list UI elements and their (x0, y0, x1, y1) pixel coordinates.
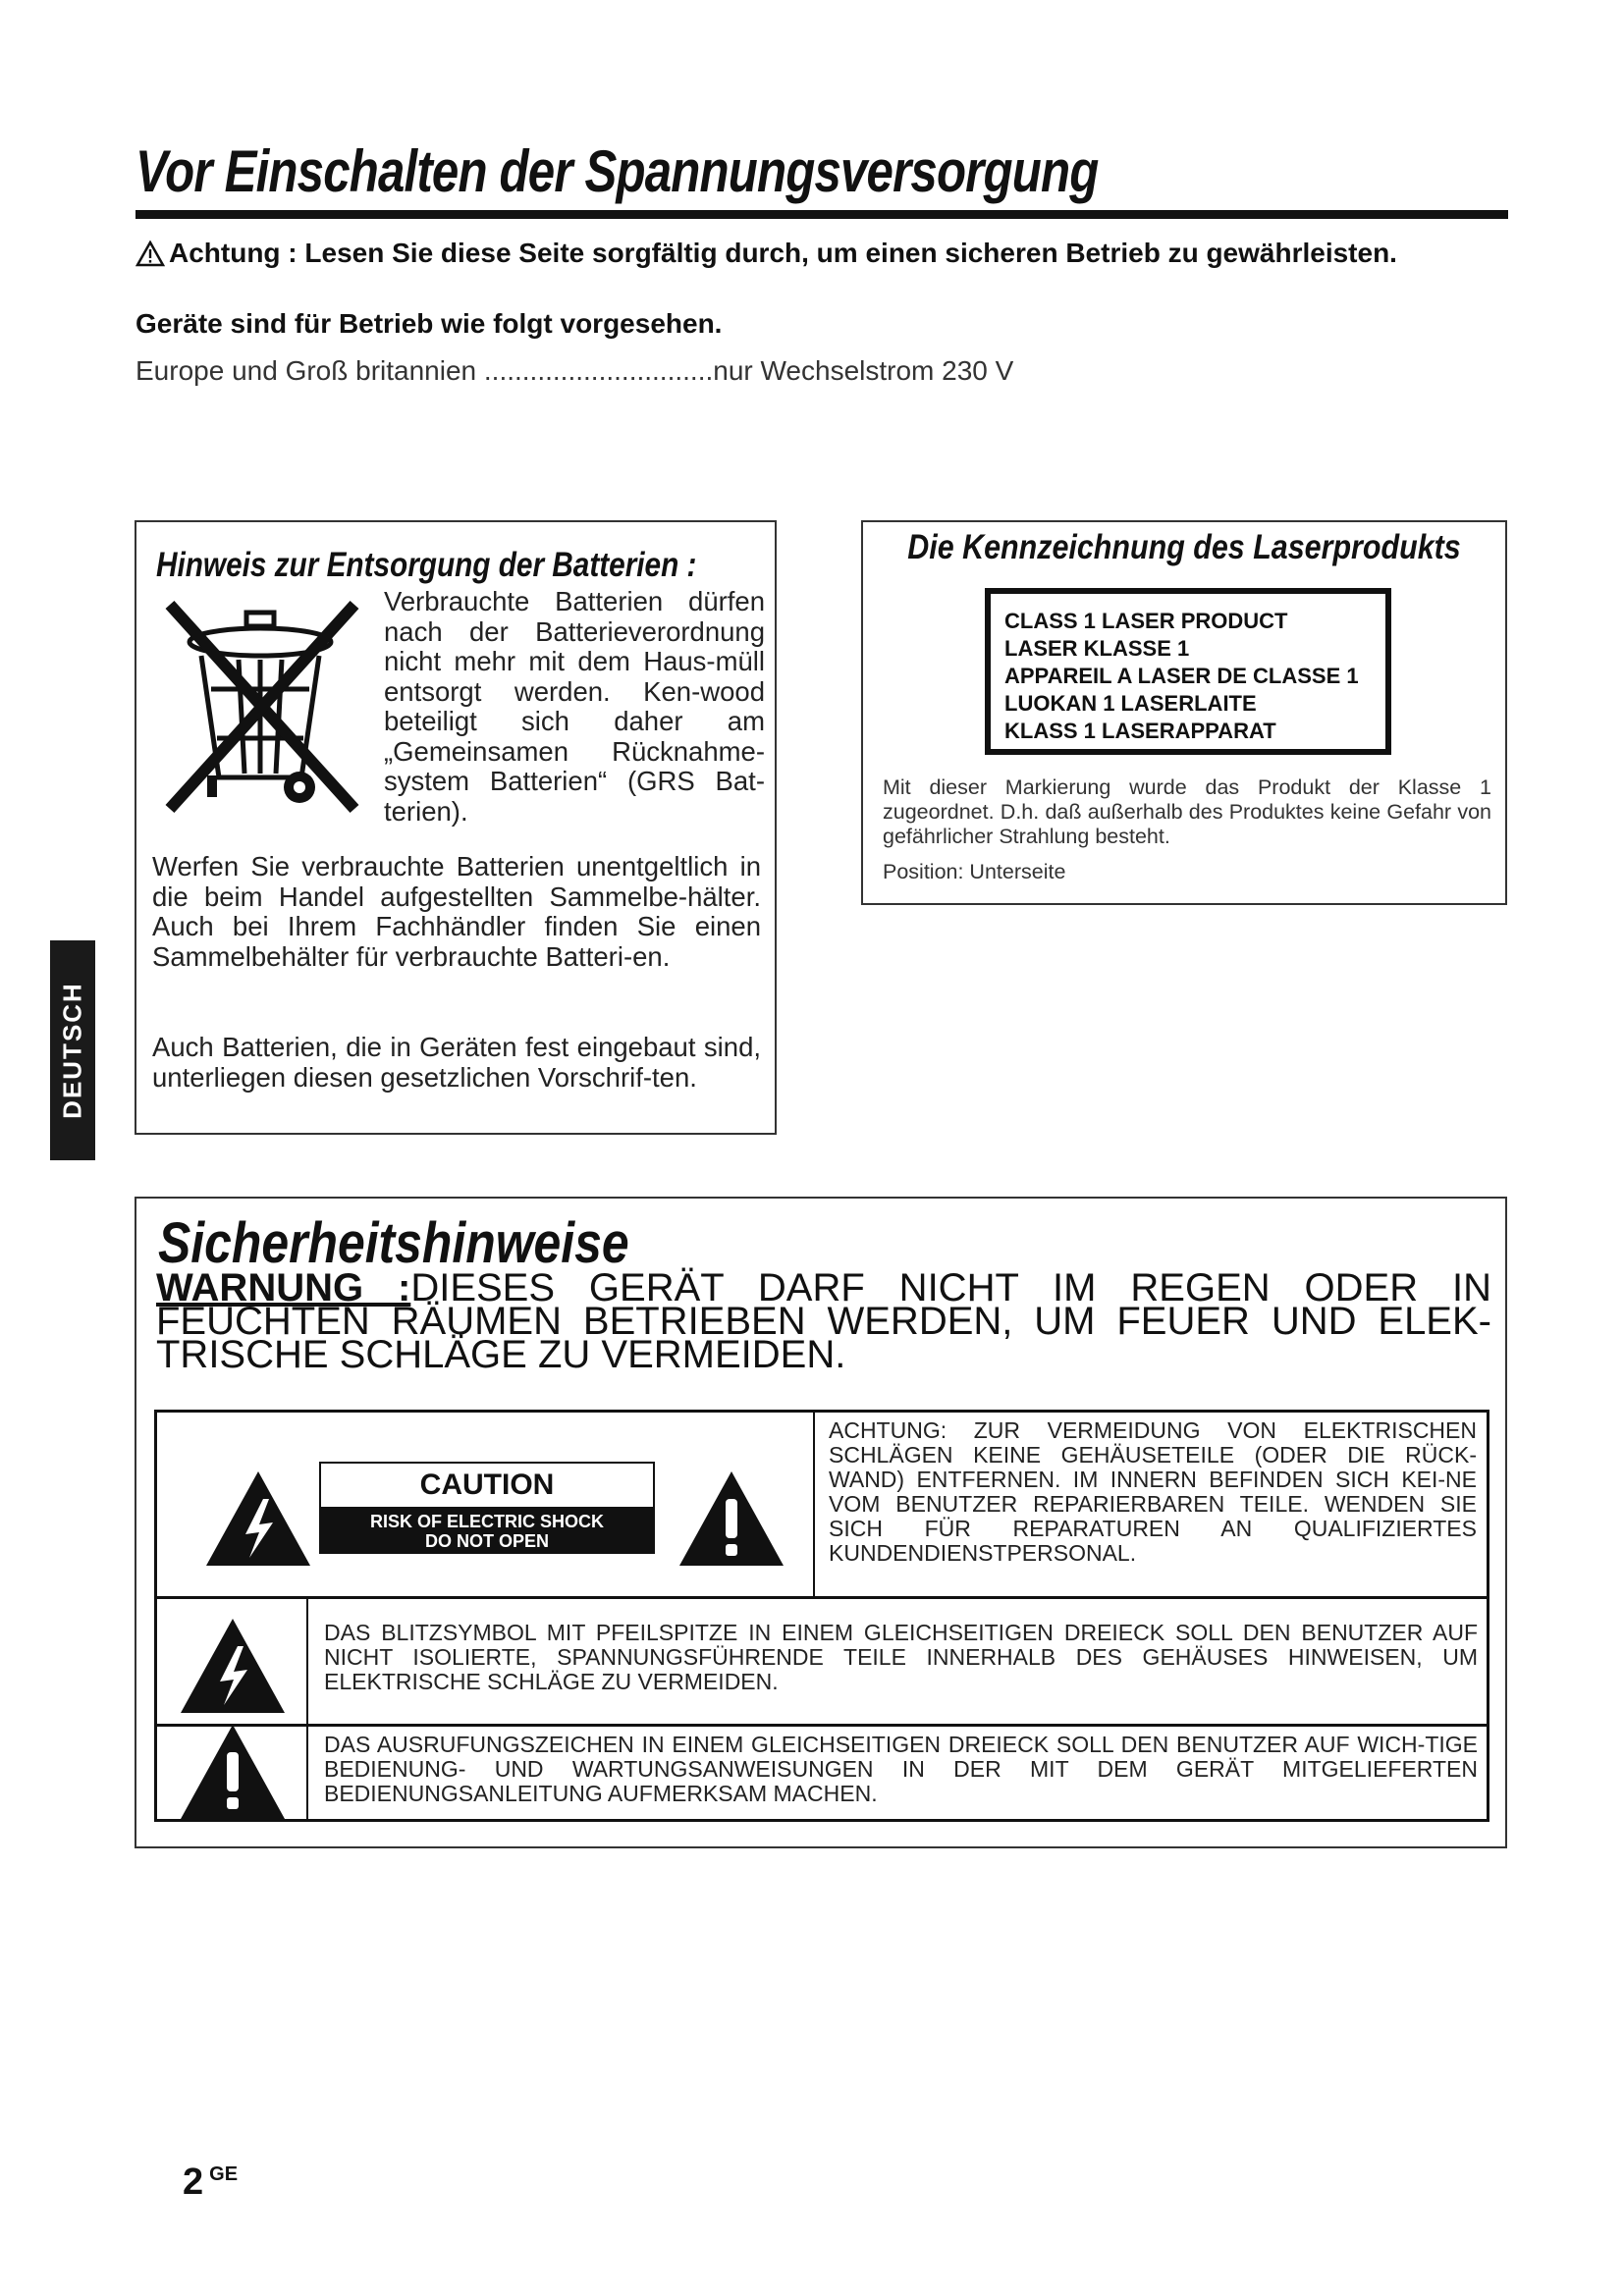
battery-text-builtin: Auch Batterien, die in Geräten fest eingebaut sind, unterliegen diesen gesetzlichen Vorschrif-ten. (152, 1032, 761, 1093)
caution-row-text: ACHTUNG: ZUR VERMEIDUNG VON ELEKTRISCHEN SCHLÄGEN KEINE GEHÄUSETEILE (ODER DIE RÜCK-WAND) ENTFERNEN. IM INNERN BEFINDEN SICH KEI-NE VOM BENUTZER REPARIERBAREN TEILE. WENDEN SIE SICH FÜR REPARATUREN AN QUALIFIZIERTES KUNDENDIENSTPERSONAL. (829, 1417, 1477, 1566)
safety-box (135, 1197, 1507, 1848)
laser-label-line: LUOKAN 1 LASERLAITE (1004, 691, 1257, 716)
laser-position: Position: Unterseite (883, 860, 1066, 883)
battery-text-return: Werfen Sie verbrauchte Batterien unentgeltlich in die beim Handel aufgestellten Sammelbe-hälter. Auch bei Ihrem Fachhändler finden Sie einen Sammelbehälter für verbrauchte Batteri-en. (152, 851, 761, 972)
warning-paragraph (156, 1266, 1491, 1376)
exclamation-row-text: DAS AUSRUFUNGSZEICHEN IN EINEM GLEICHSEITIGEN DREIECK SOLL DEN BENUTZER AUF WICH-TIGE BEDIENUNG- UND WARTUNGSANWEISUNGEN IN DER MIT DEM GERÄT MITGELIEFERTEN BEDIENUNGSANLEITUNG AUFMERKSAM MACHEN. (324, 1732, 1478, 1806)
caution-label (319, 1462, 655, 1554)
caution-subtitle-line: DO NOT OPEN (424, 1531, 549, 1551)
exclamation-triangle-icon (179, 1723, 287, 1821)
crossed-bin-icon (152, 591, 368, 817)
exclamation-row (157, 1727, 1487, 1819)
title-rule (135, 210, 1508, 219)
safety-heading: Sicherheitshinweise (158, 1211, 629, 1275)
row-divider (813, 1413, 815, 1596)
caution-subtitle-line: RISK OF ELECTRIC SHOCK (369, 1512, 604, 1531)
intended-use-heading: Geräte sind für Betrieb wie folgt vorgesehen. (135, 308, 723, 339)
battery-text-intro: Verbrauchte Batterien dürfen nach der Batterieverordnung nicht mehr mit dem Haus-müll entsorgt werden. Ken-wood beteiligt sich daher am „Gemeinsamen Rücknahme-system Batterien“ (GRS Bat-terien). (384, 586, 765, 827)
language-tab (50, 940, 95, 1160)
laser-description: Mit dieser Markierung wurde das Produkt der Klasse 1 zugeordnet. D.h. daß außerhalb des Produktes keine Gefahr von gefährlicher Strahlung besteht. (883, 775, 1491, 848)
caution-line (135, 238, 1397, 269)
laser-product-box (861, 520, 1507, 905)
caution-title: CAUTION (319, 1462, 655, 1509)
lightning-triangle-icon (179, 1617, 287, 1715)
lightning-row-text: DAS BLITZSYMBOL MIT PFEILSPITZE IN EINEM GLEICHSEITIGEN DREIECK SOLL DEN BENUTZER AUF NICHT ISOLIERTE, SPANNUNGSFÜHRENDE TEILE INNERHALB DES GEHÄUSES HINWEISEN, UM ELEKTRISCHE SCHLÄGE ZU VERMEIDEN. (324, 1620, 1478, 1694)
laser-class-label (985, 588, 1391, 755)
warning-label: WARNUNG : (156, 1266, 411, 1309)
page-number-value: 2 (183, 2162, 204, 2203)
row-divider (306, 1727, 308, 1819)
warning-text: DIESES GERÄT DARF NICHT IM REGEN ODER IN FEUCHTEN RÄUMEN BETRIEBEN WERDEN, UM FEUER UND ELEK-TRISCHE SCHLÄGE ZU VERMEIDEN. (156, 1266, 1491, 1376)
page-number-suffix: GE (209, 2163, 239, 2186)
lightning-row (157, 1599, 1487, 1727)
battery-heading: Hinweis zur Entsorgung der Batterien : (156, 546, 697, 584)
laser-heading: Die Kennzeichnung des Laserprodukts (907, 528, 1461, 566)
caution-row (157, 1413, 1487, 1599)
caution-text: Achtung : Lesen Sie diese Seite sorgfältig durch, um einen sicheren Betrieb zu gewährleisten. (169, 238, 1397, 268)
exclamation-triangle-icon (677, 1469, 785, 1568)
warning-triangle-icon (135, 240, 165, 267)
laser-label-line: LASER KLASSE 1 (1004, 636, 1190, 661)
row-divider (306, 1599, 308, 1724)
caution-subtitle (319, 1509, 655, 1554)
page-number (183, 2162, 238, 2204)
voltage-line: Europe und Groß britannien ..............................nur Wechselstrom 230 V (135, 355, 1014, 386)
lightning-triangle-icon (204, 1469, 312, 1568)
laser-label-line: KLASS 1 LASERAPPARAT (1004, 719, 1276, 743)
laser-label-line: APPAREIL A LASER DE CLASSE 1 (1004, 664, 1359, 688)
page-title: Vor Einschalten der Spannungsversorgung (135, 138, 1099, 204)
laser-label-line: CLASS 1 LASER PRODUCT (1004, 609, 1288, 633)
language-tab-label: DEUTSCH (57, 982, 87, 1119)
battery-disposal-box (135, 520, 777, 1135)
safety-symbol-table (154, 1410, 1489, 1822)
